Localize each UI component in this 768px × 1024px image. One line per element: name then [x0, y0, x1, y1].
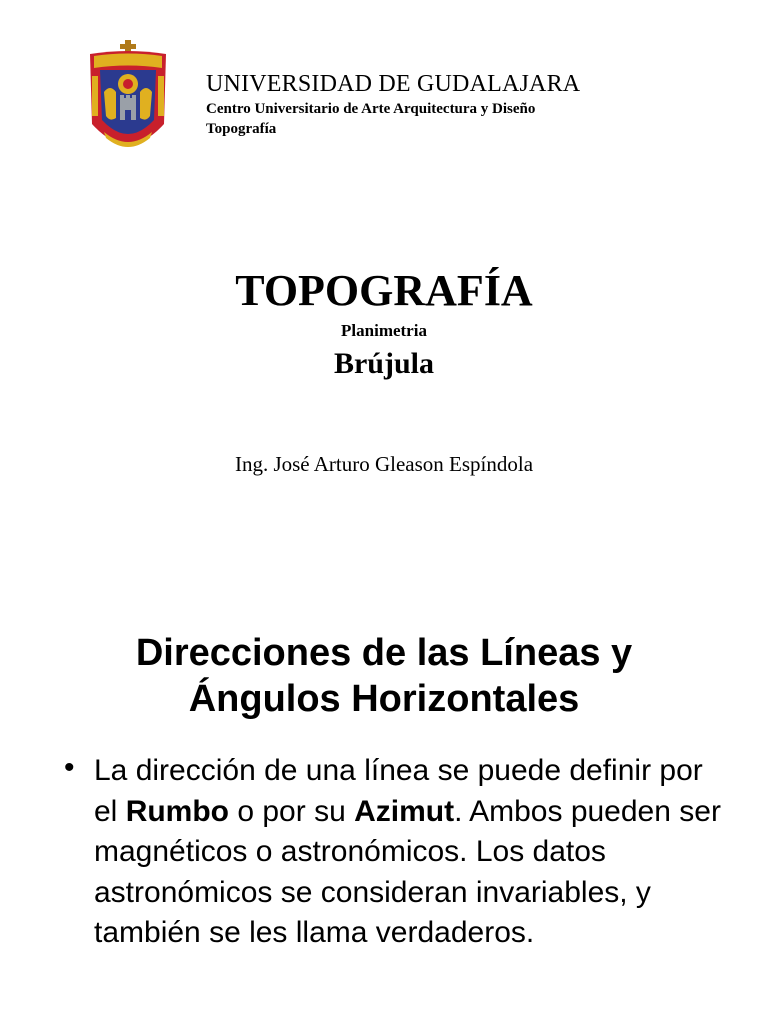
document-title: TOPOGRAFÍA: [235, 266, 533, 315]
bullet-text-part1: La dirección de una línea se puede definir por el: [94, 754, 703, 828]
department-name: Topografía: [206, 121, 277, 137]
subtitle-brujula: Brújula: [333, 347, 435, 380]
bullet-text-part3: . Ambos pueden ser magnéticos o astronómicos. Los datos astronómicos se consideran invariables, y también se les llama verdaderos.: [94, 794, 721, 949]
bullet-marker: •: [64, 751, 75, 784]
university-name: UNIVERSIDAD DE GUDALAJARA: [206, 71, 581, 97]
center-name: Centro Universitario de Arte Arquitectura y Diseño: [206, 101, 536, 117]
slide-heading-line1: Direcciones de las Líneas y: [135, 632, 633, 674]
bold-term-rumbo: Rumbo: [125, 794, 230, 828]
subtitle-planimetria: Planimetria: [341, 321, 427, 340]
institution-block: [206, 70, 580, 139]
university-crest-icon: [84, 40, 172, 160]
bullet-text-part2: o por su: [229, 794, 355, 828]
bullet-paragraph: [94, 751, 734, 954]
slide-heading-line2: Ángulos Horizontales: [188, 678, 580, 720]
author-name: Ing. José Arturo Gleason Espíndola: [234, 452, 534, 476]
bold-term-azimut: Azimut: [354, 794, 455, 828]
slide-heading: [0, 630, 768, 722]
